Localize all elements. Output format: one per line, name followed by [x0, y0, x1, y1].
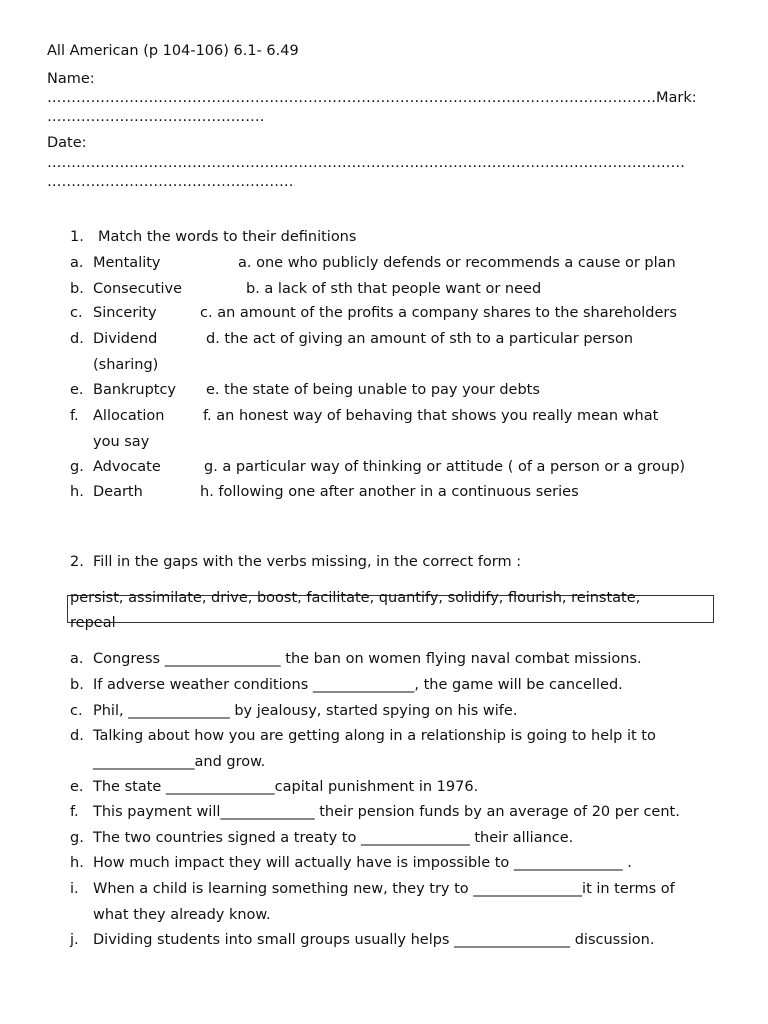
date-label: Date:: [47, 135, 87, 151]
item-letter: i.: [70, 881, 79, 897]
item-letter: e.: [70, 382, 84, 398]
match-definition-continued: you say: [93, 434, 150, 450]
worksheet-title: All American (p 104-106) 6.1- 6.49: [47, 43, 299, 59]
match-definition: b. a lack of sth that people want or need: [246, 281, 542, 297]
item-letter: b.: [70, 677, 84, 693]
match-definition: a. one who publicly defends or recommends a cause or plan: [238, 255, 676, 271]
item-letter: a.: [70, 255, 84, 271]
date-field-line-continued: ……………………………………………: [47, 174, 294, 190]
match-definition: g. a particular way of thinking or attitude ( of a person or a group): [204, 459, 686, 475]
gap-sentence: Phil, ______________ by jealousy, started spying on his wife.: [93, 703, 518, 719]
match-word: Consecutive: [93, 281, 183, 297]
item-letter: f.: [70, 804, 79, 820]
match-word: Bankruptcy: [93, 382, 177, 398]
match-definition: e. the state of being unable to pay your debts: [206, 382, 540, 398]
match-definition-continued: (sharing): [93, 357, 159, 373]
gap-sentence-continued: ______________and grow.: [93, 754, 266, 770]
item-letter: b.: [70, 281, 84, 297]
match-word: Dearth: [93, 484, 143, 500]
gap-sentence: How much impact they will actually have is impossible to _______________ .: [93, 855, 632, 871]
match-definition: h. following one after another in a continuous series: [200, 484, 579, 500]
gap-sentence: Dividing students into small groups usually helps ________________ discussion.: [93, 932, 655, 948]
gap-sentence: When a child is learning something new, they try to _______________it in terms of: [93, 881, 675, 897]
match-definition: c. an amount of the profits a company shares to the shareholders: [200, 305, 677, 321]
item-letter: d.: [70, 728, 84, 744]
word-bank-line-1: persist, assimilate, drive, boost, facilitate, quantify, solidify, flourish, reinstate,: [70, 590, 641, 606]
name-label: Name:: [47, 71, 95, 87]
question-number: 1.: [70, 229, 84, 245]
match-definition: d. the act of giving an amount of sth to a particular person: [206, 331, 634, 347]
match-word: Dividend: [93, 331, 158, 347]
item-letter: c.: [70, 305, 83, 321]
gap-sentence: Congress ________________ the ban on women flying naval combat missions.: [93, 651, 642, 667]
question-1-heading: [70, 229, 356, 245]
match-definition: f. an honest way of behaving that shows you really mean what: [203, 408, 659, 424]
question-text: Fill in the gaps with the verbs missing, in the correct form :: [93, 554, 522, 570]
item-letter: e.: [70, 779, 84, 795]
item-letter: c.: [70, 703, 83, 719]
item-letter: h.: [70, 484, 84, 500]
date-field-line: ……………………………………………………………………………………………………………………: [47, 155, 685, 171]
gap-sentence-continued: what they already know.: [93, 907, 271, 923]
match-word: Mentality: [93, 255, 161, 271]
item-letter: g.: [70, 830, 84, 846]
match-word: Allocation: [93, 408, 165, 424]
mark-field-line: ………………………………………: [47, 109, 265, 125]
item-letter: j.: [70, 932, 79, 948]
gap-sentence: The two countries signed a treaty to _______________ their alliance.: [93, 830, 574, 846]
item-letter: g.: [70, 459, 84, 475]
match-word: Advocate: [93, 459, 161, 475]
question-number: 2.: [70, 554, 84, 570]
item-letter: d.: [70, 331, 84, 347]
name-field-line: ………………………………………………………………………………………………………………Mark:: [47, 90, 697, 106]
item-letter: a.: [70, 651, 84, 667]
gap-sentence: The state _______________capital punishment in 1976.: [93, 779, 479, 795]
gap-sentence: This payment will_____________ their pension funds by an average of 20 per cent.: [93, 804, 680, 820]
match-word: Sincerity: [93, 305, 157, 321]
question-2-heading: [70, 554, 521, 570]
item-letter: h.: [70, 855, 84, 871]
gap-sentence: Talking about how you are getting along in a relationship is going to help it to: [93, 728, 656, 744]
question-text: Match the words to their definitions: [98, 229, 357, 245]
gap-sentence: If adverse weather conditions ______________, the game will be cancelled.: [93, 677, 623, 693]
item-letter: f.: [70, 408, 79, 424]
word-bank-line-2: repeal: [70, 615, 116, 631]
